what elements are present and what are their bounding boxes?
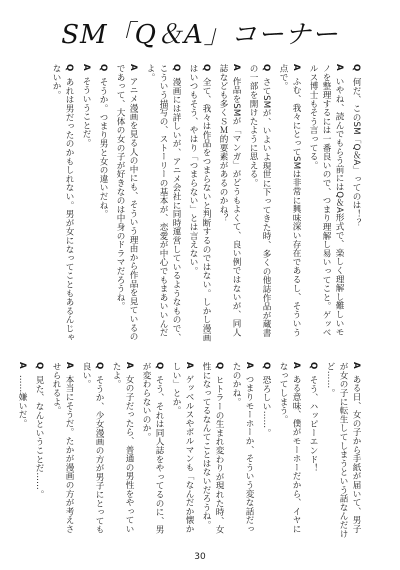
qa-line (259, 362, 272, 538)
qa-line (32, 362, 45, 538)
speaker-label: Q (64, 64, 74, 72)
qa-line (306, 64, 345, 344)
qa-text: アニメ漫画を見る人の中にも、そういう理由から作品を見ているのであって、大体の女の子が好きなのは中身のドラマだろうね。 (115, 64, 138, 341)
speaker-label: Q (351, 64, 361, 72)
speaker-label: Q (214, 362, 224, 370)
qa-text: 何だ、このSM「Q＆A」ってのは！？ (351, 77, 361, 228)
qa-line (216, 64, 242, 344)
speaker-label: A (17, 362, 27, 369)
speaker-label: A (124, 362, 134, 369)
qa-line (15, 362, 28, 538)
speaker-label: A (244, 362, 254, 369)
qa-text: ヒトラーの生まれ変わりが現れた時、女性になってるなんてことはないだろうね。 (201, 362, 224, 534)
qa-text: 全て、我々は作品をつまらないと判断するのではない。しかし漫画はいつもそう、やはり「つまらない」とは言えない。 (188, 64, 211, 342)
qa-text: ふむ、我々にとってSMは非常に興味深い存在であるし、そういう点で。 (278, 64, 301, 337)
page-title (40, 12, 360, 52)
qa-line (96, 64, 109, 344)
qa-line (109, 362, 135, 538)
qa-text: 本当にそうだ。たかが漫画の方が考えさせられるよ。 (51, 362, 74, 534)
qa-line (306, 362, 319, 538)
qa-text: そうか。つまり男と女の違いだね。 (98, 77, 108, 219)
qa-text: 女の子だったら、普通の男性をやっていたよ。 (111, 362, 134, 534)
qa-line (79, 362, 105, 538)
speaker-label: Q (201, 64, 211, 72)
qa-text: 恐ろしい……。 (261, 375, 271, 438)
qa-section-top (42, 64, 362, 344)
speaker-label: A (128, 64, 138, 71)
speaker-label: Q (308, 362, 318, 370)
speaker-label: A (291, 64, 301, 71)
qa-text: そう、それは同人誌をやってるのに、男が変わらないのか。 (141, 362, 164, 534)
qa-section-bottom (17, 362, 362, 538)
qa-line (49, 362, 75, 538)
speaker-label: A (351, 362, 361, 369)
qa-text: そういうことだ。 (81, 76, 91, 148)
qa-line (199, 362, 225, 538)
speaker-label: A (291, 362, 301, 369)
qa-text: ある意味、僕がモーホーだから、イヤになってしまう。 (278, 362, 301, 534)
qa-line (323, 362, 362, 538)
speaker-label: A (334, 64, 344, 71)
speaker-label: Q (98, 64, 108, 72)
speaker-label: A (231, 64, 241, 71)
speaker-label: A (184, 362, 194, 369)
qa-text: ゲッベルスやボルマンも「なんだか懐かしい」とか。 (171, 362, 194, 534)
qa-text: 漫画には詳しいが、アニメ会社に同時運営しているようなもので、こういう描写の、ストーリーの基本が、恋愛が中心でもまあいいんだよ。 (145, 64, 181, 342)
qa-text: いやね、読んでもらう前にはQ＆A形式で、楽しく理解し難しいモノを整理するには一番良いので、つまり理解し易いってこと。ゲッベルス博士もそう言ってる。 (308, 64, 344, 337)
qa-line (276, 64, 302, 344)
qa-text: そうか、少女漫画の方が男子にとっても良い。 (81, 362, 104, 534)
qa-line (276, 362, 302, 538)
qa-line (186, 64, 212, 344)
speaker-label: Q (261, 362, 271, 370)
qa-text: ある日、女の子から手紙が届いて、男子が女の子に転生してしまうという話なんだけど……。 (325, 362, 361, 538)
qa-text: あれは男だったのかもしれない。男が女になってこともあるんじゃないか。 (51, 64, 74, 342)
speaker-label: Q (171, 64, 181, 72)
qa-text: 作品をSMが「マンガ」がどうもよくて、良い例ではないが、同人誌なども多くＳＭ的要素があるのかね？ (218, 64, 241, 337)
qa-text: さてSMが、いよいよ現世に下ってきた時、多くの他誌作品が蔵書の一部を開けたように思える。 (248, 64, 271, 338)
qa-text: ……嫌いだ。 (17, 374, 27, 428)
qa-line (229, 362, 255, 538)
qa-line (246, 64, 272, 344)
speaker-label: Q (154, 362, 164, 370)
page-number: 30 (194, 552, 206, 562)
qa-line (139, 362, 165, 538)
qa-line (49, 64, 75, 344)
qa-line (79, 64, 92, 344)
speaker-label: A (64, 362, 74, 369)
speaker-label: Q (261, 64, 271, 72)
qa-text: 見た、なんということだ……。 (34, 375, 44, 499)
qa-line (143, 64, 182, 344)
qa-line (349, 64, 362, 344)
speaker-label: A (81, 64, 91, 71)
page-title-text: SM「Q＆A」コーナー (61, 19, 339, 50)
qa-text: そう、ハッピーエンド！ (308, 375, 318, 473)
qa-line (169, 362, 195, 538)
speaker-label: Q (94, 362, 104, 370)
qa-line (113, 64, 139, 344)
speaker-label: Q (34, 362, 44, 370)
qa-text: つまりモーホーか、そういう変な話だったのかね。 (231, 362, 254, 534)
